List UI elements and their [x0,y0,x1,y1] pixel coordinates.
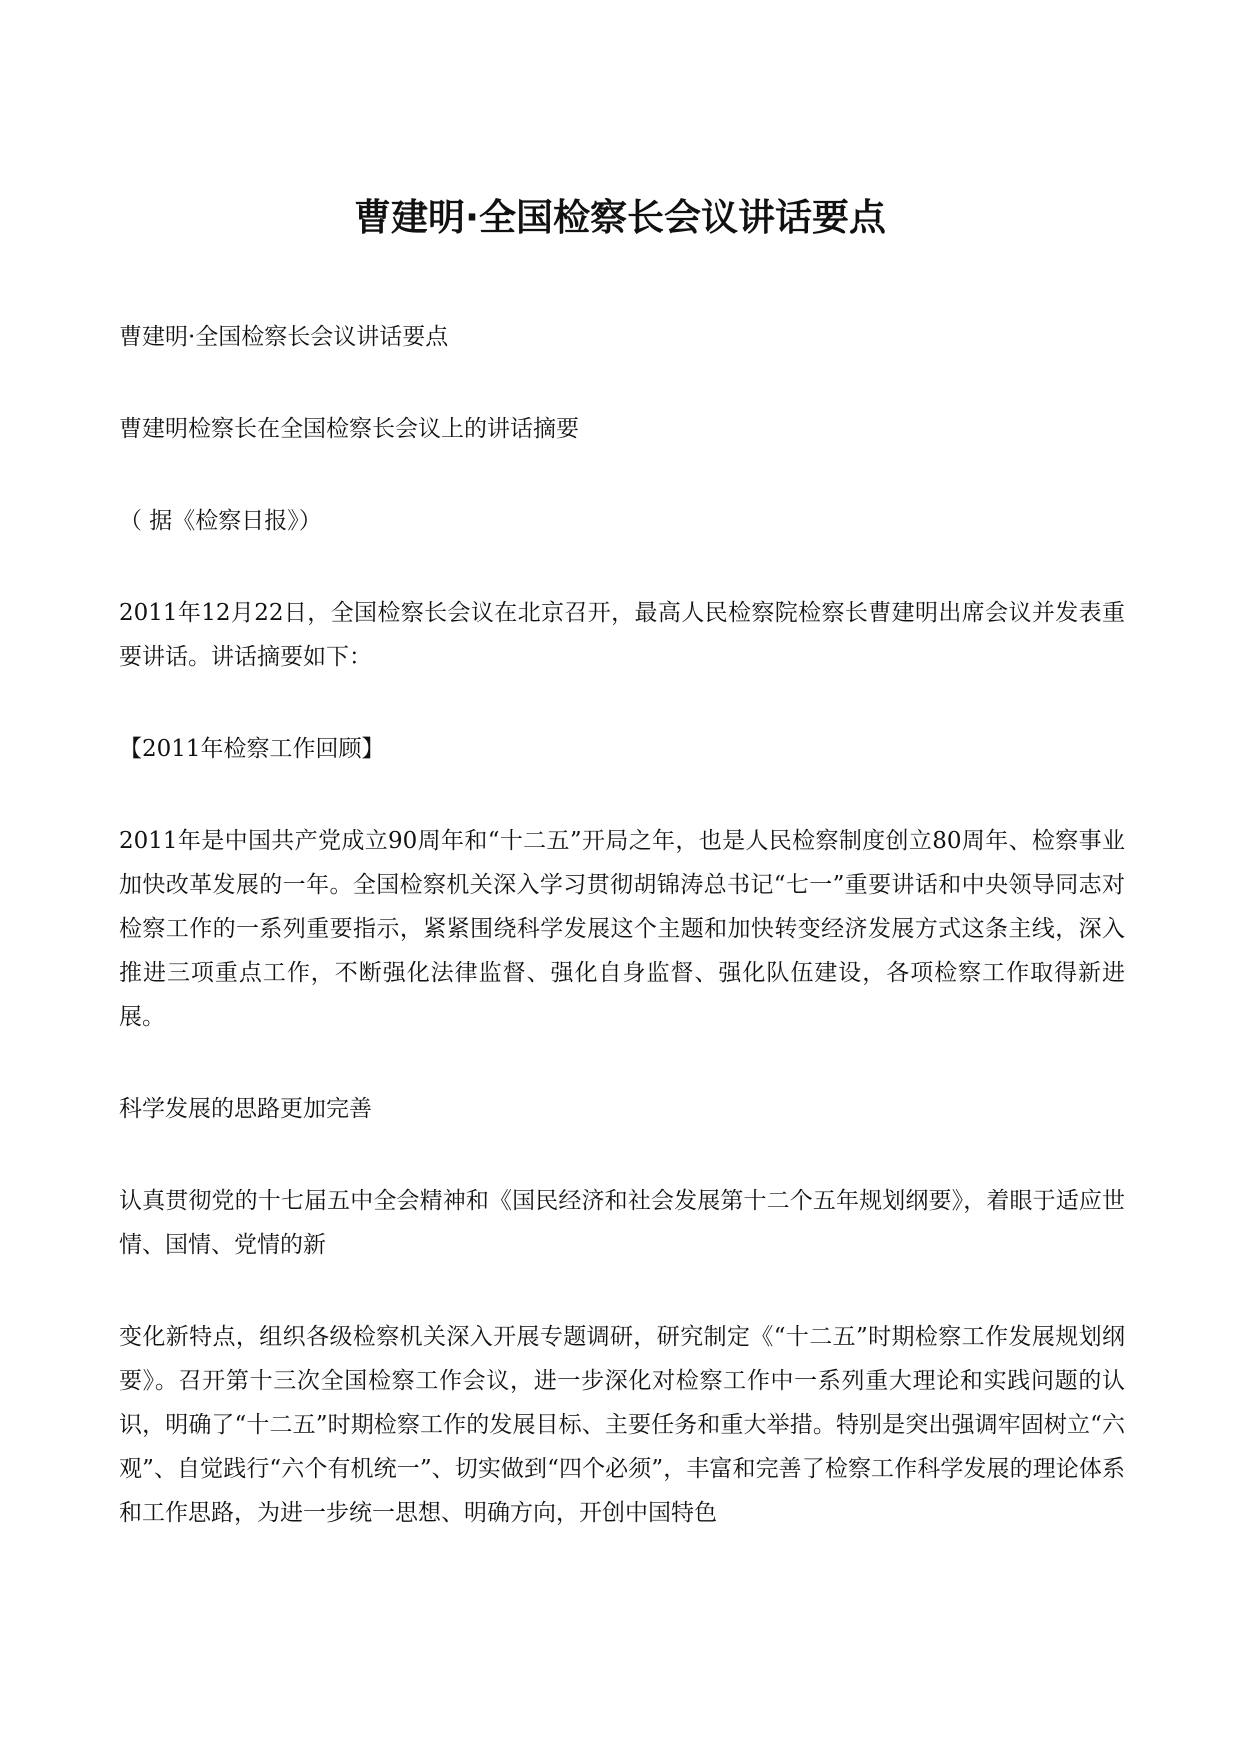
paragraph-development-a: 认真贯彻党的十七届五中全会精神和《国民经济和社会发展第十二个五年规划纲要》，着眼于适应世情、国情、党情的新 [119,1188,1125,1258]
paragraph-subtitle: 曹建明·全国检察长会议讲话要点 [119,324,449,350]
paragraph-source: （ 据《检察日报》） [119,508,322,534]
paragraph-intro: 2011年12月22日，全国检察长会议在北京召开，最高人民检察院检察长曹建明出席会议并发表重要讲话。讲话摘要如下： [119,600,1125,670]
section-heading-review: 【2011年检察工作回顾】 [119,736,385,762]
paragraph-summary-heading: 曹建明检察长在全国检察长会议上的讲话摘要 [119,416,579,442]
paragraph-development-b: 变化新特点，组织各级检察机关深入开展专题调研，研究制定《“十二五”时期检察工作发展规划纲要》。召开第十三次全国检察工作会议，进一步深化对检察工作中一系列重大理论和实践问题的认识，明确了“十二五”时期检察工作的发展目标、主要任务和重大举措。特别是突出强调牢固树立“六观”、自觉践行“六个有机统一”、切实做到“四个必须”，丰富和完善了检察工作科学发展的理论体系和工作思路，为进一步统一思想、明确方向，开创中国特色 [119,1324,1125,1526]
paragraph-review: 2011年是中国共产党成立90周年和“十二五”开局之年，也是人民检察制度创立80周年、检察事业加快改革发展的一年。全国检察机关深入学习贯彻胡锦涛总书记“七一”重要讲话和中央领导同志对检察工作的一系列重要指示，紧紧围绕科学发展这个主题和加快转变经济发展方式这条主线，深入推进三项重点工作，不断强化法律监督、强化自身监督、强化队伍建设，各项检察工作取得新进展。 [119,828,1125,1030]
document-body [119,315,1125,1583]
subheading-development: 科学发展的思路更加完善 [119,1096,372,1122]
document-title: 曹建明·全国检察长会议讲话要点 [353,196,887,239]
